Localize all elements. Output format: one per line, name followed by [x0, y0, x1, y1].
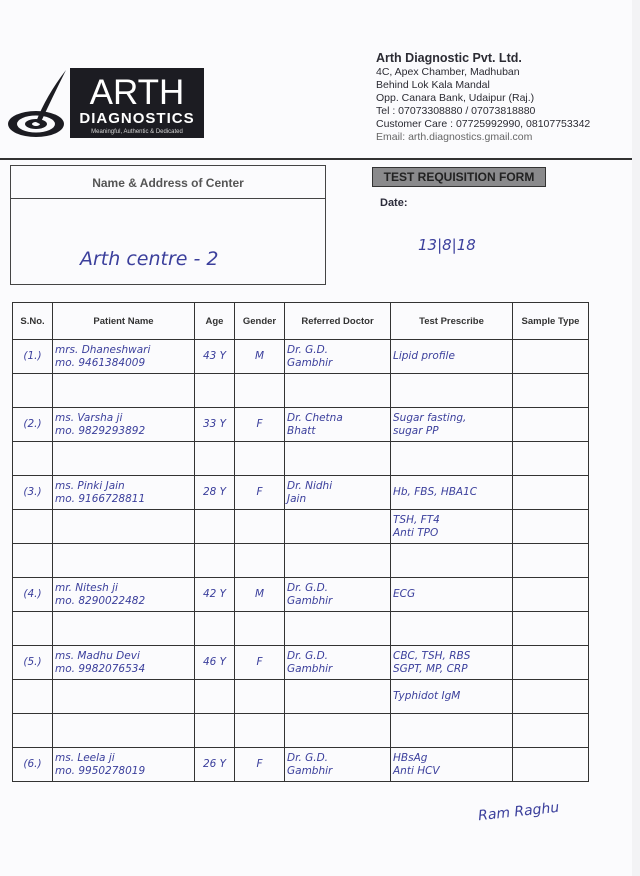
gender-cell: M: [235, 340, 285, 374]
gender-cell: [235, 680, 285, 714]
patient-name-cell: [53, 408, 195, 442]
col-header-sno: S.No.: [13, 303, 53, 340]
age-cell: [195, 714, 235, 748]
test-prescribe-cell-line: HBsAg: [393, 751, 428, 764]
col-header-gender: Gender: [235, 303, 285, 340]
phone-line: Tel : 07073308880 / 07073818880: [376, 105, 536, 117]
sample-type-cell: [513, 408, 589, 442]
patient-name-cell-line: mo. 9461384009: [55, 356, 146, 369]
company-name: Arth Diagnostic Pvt. Ltd.: [376, 51, 522, 65]
referred-doctor-cell: [285, 612, 391, 646]
date-label: Date:: [380, 197, 408, 209]
test-prescribe-cell: [391, 612, 513, 646]
date-value: 13|8|18: [418, 236, 476, 254]
age-cell: 46 Y: [195, 646, 235, 680]
gender-cell: F: [235, 476, 285, 510]
table-row: [13, 680, 589, 714]
address-line: Opp. Canara Bank, Udaipur (Raj.): [376, 92, 535, 104]
sample-type-cell: [513, 714, 589, 748]
patient-name-cell-line: mo. 9950278019: [55, 764, 146, 777]
referred-doctor-cell: [285, 408, 391, 442]
test-prescribe-cell: [391, 578, 513, 612]
center-box-title: Name & Address of Center: [11, 166, 325, 199]
form-title: TEST REQUISITION FORM: [372, 167, 546, 187]
referred-doctor-cell: [285, 340, 391, 374]
test-prescribe-cell-line: ECG: [393, 588, 416, 600]
company-details: [376, 52, 632, 144]
patient-name-cell: [53, 544, 195, 578]
test-prescribe-cell: [391, 748, 513, 782]
serial-number-cell: [13, 544, 53, 578]
patient-name-cell: [53, 476, 195, 510]
referred-doctor-cell: [285, 680, 391, 714]
test-prescribe-cell-line: Sugar fasting,: [393, 411, 467, 424]
table-row: [13, 578, 589, 612]
serial-number-cell: (4.): [13, 578, 53, 612]
col-header-referred-doctor: Referred Doctor: [285, 303, 391, 340]
referred-doctor-cell-line: Dr. G.D.: [287, 649, 329, 662]
test-prescribe-cell: [391, 442, 513, 476]
table-row: [13, 646, 589, 680]
referred-doctor-cell-line: Gambhir: [287, 662, 333, 675]
arth-logo: [6, 66, 206, 146]
age-cell: [195, 442, 235, 476]
table-row: [13, 374, 589, 408]
referred-doctor-cell-line: Gambhir: [287, 594, 333, 607]
sample-type-cell: [513, 374, 589, 408]
sample-type-cell: [513, 340, 589, 374]
referred-doctor-cell-line: Gambhir: [287, 356, 333, 369]
table-row: [13, 442, 589, 476]
sample-type-cell: [513, 612, 589, 646]
patient-name-cell: [53, 340, 195, 374]
sample-type-cell: [513, 442, 589, 476]
gender-cell: [235, 544, 285, 578]
referred-doctor-cell: [285, 476, 391, 510]
email-line: Email: arth.diagnostics.gmail.com: [376, 131, 533, 143]
logo-tagline: Meaningful, Authentic & Dedicated: [91, 129, 183, 135]
age-cell: 28 Y: [195, 476, 235, 510]
referred-doctor-cell-line: Dr. Nidhi: [287, 479, 333, 492]
customer-care-line: Customer Care : 07725992990, 08107753342: [376, 118, 591, 130]
address-line: 4C, Apex Chamber, Madhuban: [376, 66, 520, 78]
patient-name-cell-line: mo. 9982076534: [55, 662, 146, 675]
table-body: [13, 340, 589, 782]
table-row: [13, 612, 589, 646]
table-row: [13, 714, 589, 748]
age-cell: 42 Y: [195, 578, 235, 612]
referred-doctor-cell-line: Dr. G.D.: [287, 581, 329, 594]
serial-number-cell: [13, 612, 53, 646]
sample-type-cell: [513, 748, 589, 782]
table-row: [13, 544, 589, 578]
gender-cell: F: [235, 748, 285, 782]
table-header-row: [13, 303, 589, 340]
table-row: [13, 510, 589, 544]
table-row: [13, 748, 589, 782]
table-row: [13, 476, 589, 510]
referred-doctor-cell-line: Jain: [287, 492, 307, 505]
patient-name-cell-line: mrs. Dhaneshwari: [55, 343, 151, 356]
test-prescribe-cell: [391, 476, 513, 510]
gender-cell: [235, 442, 285, 476]
test-prescribe-cell-line: Typhidot IgM: [393, 690, 461, 702]
age-cell: [195, 374, 235, 408]
serial-number-cell: [13, 442, 53, 476]
referred-doctor-cell: [285, 646, 391, 680]
table-row: [13, 340, 589, 374]
patient-table: [12, 302, 589, 782]
patient-name-cell: [53, 714, 195, 748]
serial-number-cell: [13, 510, 53, 544]
center-name-handwritten: Arth centre - 2: [80, 248, 219, 270]
referred-doctor-cell: [285, 544, 391, 578]
serial-number-cell: (2.): [13, 408, 53, 442]
gender-cell: F: [235, 408, 285, 442]
header-divider: [0, 158, 632, 160]
age-cell: [195, 680, 235, 714]
patient-name-cell-line: mo. 9166728811: [55, 492, 146, 505]
test-prescribe-cell: [391, 680, 513, 714]
target-icon: [8, 70, 66, 137]
test-prescribe-cell-line: sugar PP: [393, 424, 439, 437]
referred-doctor-cell-line: Bhatt: [287, 424, 316, 437]
serial-number-cell: (6.): [13, 748, 53, 782]
patient-name-cell: [53, 442, 195, 476]
serial-number-cell: (1.): [13, 340, 53, 374]
gender-cell: [235, 510, 285, 544]
patient-name-cell-line: mo. 9829293892: [55, 424, 146, 437]
serial-number-cell: (3.): [13, 476, 53, 510]
referred-doctor-cell-line: Dr. Chetna: [287, 411, 343, 424]
test-prescribe-cell-line: CBC, TSH, RBS: [393, 649, 471, 662]
age-cell: 33 Y: [195, 408, 235, 442]
referred-doctor-cell: [285, 442, 391, 476]
patient-name-cell: [53, 680, 195, 714]
referred-doctor-cell: [285, 578, 391, 612]
logo-main: ARTH: [89, 73, 185, 112]
age-cell: 43 Y: [195, 340, 235, 374]
gender-cell: M: [235, 578, 285, 612]
referred-doctor-cell: [285, 714, 391, 748]
age-cell: [195, 510, 235, 544]
serial-number-cell: [13, 680, 53, 714]
patient-name-cell: [53, 510, 195, 544]
test-prescribe-cell-line: Anti TPO: [393, 526, 439, 539]
patient-name-cell: [53, 646, 195, 680]
col-header-patient-name: Patient Name: [53, 303, 195, 340]
gender-cell: [235, 374, 285, 408]
referred-doctor-cell: [285, 510, 391, 544]
sample-type-cell: [513, 544, 589, 578]
logo-sub: DIAGNOSTICS: [79, 110, 195, 127]
test-prescribe-cell: [391, 510, 513, 544]
patient-name-cell-line: ms. Madhu Devi: [55, 649, 140, 662]
signature: Ram Raghu: [477, 799, 560, 825]
table-row: [13, 408, 589, 442]
serial-number-cell: (5.): [13, 646, 53, 680]
col-header-test-prescribe: Test Prescribe: [391, 303, 513, 340]
age-cell: 26 Y: [195, 748, 235, 782]
age-cell: [195, 612, 235, 646]
test-prescribe-cell: [391, 544, 513, 578]
sample-type-cell: [513, 646, 589, 680]
serial-number-cell: [13, 374, 53, 408]
patient-name-cell: [53, 748, 195, 782]
test-prescribe-cell: [391, 714, 513, 748]
col-header-age: Age: [195, 303, 235, 340]
address-line: Behind Lok Kala Mandal: [376, 79, 490, 91]
serial-number-cell: [13, 714, 53, 748]
patient-name-cell-line: mo. 8290022482: [55, 594, 146, 607]
test-prescribe-cell: [391, 340, 513, 374]
col-header-sample-type: Sample Type: [513, 303, 589, 340]
gender-cell: F: [235, 646, 285, 680]
patient-name-cell-line: ms. Varsha ji: [55, 411, 123, 424]
patient-name-cell: [53, 612, 195, 646]
test-prescribe-cell-line: TSH, FT4: [393, 513, 440, 526]
sample-type-cell: [513, 476, 589, 510]
test-prescribe-cell: [391, 408, 513, 442]
referred-doctor-cell: [285, 374, 391, 408]
gender-cell: [235, 714, 285, 748]
patient-name-cell-line: ms. Pinki Jain: [55, 479, 125, 492]
sample-type-cell: [513, 578, 589, 612]
sample-type-cell: [513, 510, 589, 544]
test-prescribe-cell-line: SGPT, MP, CRP: [393, 662, 468, 675]
test-prescribe-cell-line: Hb, FBS, HBA1C: [393, 486, 478, 498]
sample-type-cell: [513, 680, 589, 714]
referred-doctor-cell: [285, 748, 391, 782]
test-prescribe-cell: [391, 646, 513, 680]
test-prescribe-cell-line: Lipid profile: [393, 350, 455, 362]
patient-name-cell-line: mr. Nitesh ji: [55, 581, 118, 594]
referred-doctor-cell-line: Dr. G.D.: [287, 343, 329, 356]
age-cell: [195, 544, 235, 578]
referred-doctor-cell-line: Dr. G.D.: [287, 751, 329, 764]
test-prescribe-cell: [391, 374, 513, 408]
patient-name-cell: [53, 374, 195, 408]
gender-cell: [235, 612, 285, 646]
test-prescribe-cell-line: Anti HCV: [393, 764, 440, 777]
patient-name-cell: [53, 578, 195, 612]
patient-name-cell-line: ms. Leela ji: [55, 751, 115, 764]
referred-doctor-cell-line: Gambhir: [287, 764, 333, 777]
